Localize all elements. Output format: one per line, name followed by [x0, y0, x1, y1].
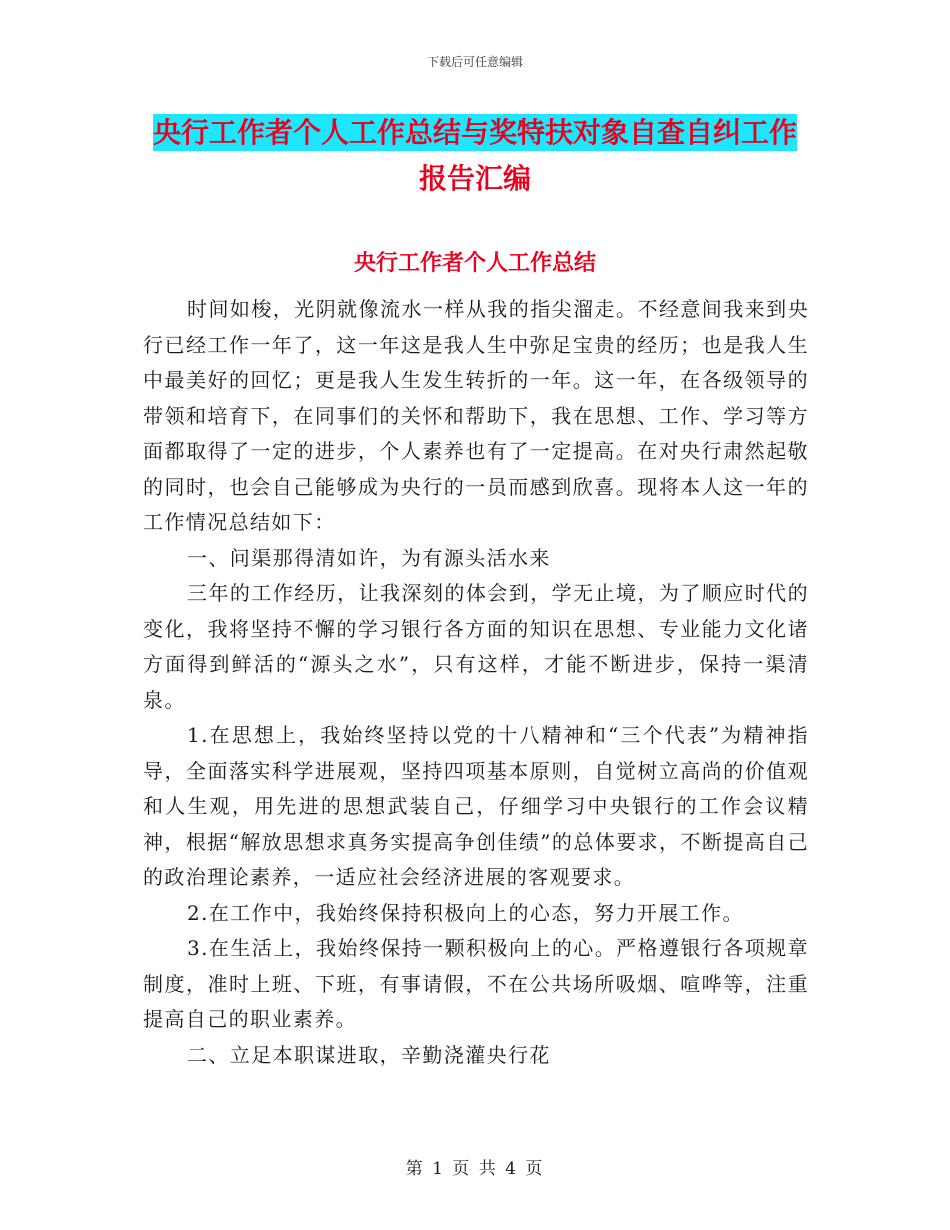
document-title-line-2: 报告汇编	[418, 162, 531, 195]
paragraph: 2.在工作中，我始终保持积极向上的心态，努力开展工作。	[187, 900, 744, 925]
paragraph: 三年的工作经历，让我深刻的体会到，学无止境，为了顺应时代的变化，我将坚持不懈的学习银行各方面的知识在思想、专业能力文化诸方面得到鲜活的“源头之水”，只有这样，才能不断进步，保持一渠清泉。	[143, 581, 809, 712]
page-number-footer: 第 1 页 共 4 页	[405, 1159, 545, 1179]
document-title-line-1: 央行工作者个人工作总结与奖特扶对象自查自纠工作	[152, 116, 797, 149]
document-body	[143, 292, 809, 1073]
paragraph: 时间如梭，光阴就像流水一样从我的指尖溜走。不经意间我来到央行已经工作一年了，这一年这是我人生中弥足宝贵的经历；也是我人生中最美好的回忆；更是我人生发生转折的一年。这一年，在各级领导的带领和培育下，在同事们的关怀和帮助下，我在思想、工作、学习等方面都取得了一定的进步，个人素养也有了一定提高。在对央行肃然起敬的同时，也会自己能够成为央行的一员而感到欣喜。现将本人这一年的工作情况总结如下：	[143, 297, 809, 534]
document-title	[140, 110, 810, 202]
header-note: 下载后可任意编辑	[426, 55, 523, 69]
paragraph: 1.在思想上，我始终坚持以党的十八精神和“三个代表”为精神指导，全面落实科学进展观，坚持四项基本原则，自觉树立高尚的价值观和人生观，用先进的思想武装自己，仔细学习中央银行的工作会议精神，根据“解放思想求真务实提高争创佳绩”的总体要求，不断提高自己的政治理论素养，一适应社会经济进展的客观要求。	[143, 723, 809, 889]
paragraph: 二、立足本职谋进取，辛勤浇灌央行花	[187, 1042, 551, 1067]
paragraph: 3.在生活上，我始终保持一颗积极向上的心。严格遵银行各项规章制度，准时上班、下班，有事请假，不在公共场所吸烟、喧哗等，注重提高自己的职业素养。	[143, 936, 809, 1031]
section-title: 央行工作者个人工作总结	[353, 251, 596, 276]
paragraph: 一、问渠那得清如许，为有源头活水来	[187, 545, 551, 570]
